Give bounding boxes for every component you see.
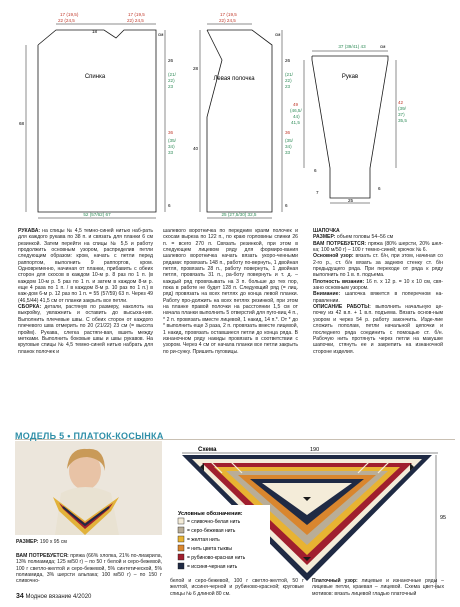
sleeve-unit: см [380,44,386,49]
front-right-a: 26 [285,58,291,63]
front-right-d: 23 [285,84,291,89]
col3-paragraph [313,279,443,292]
paragraph-body: на спицы № 4,5 темно-синей нитью наб-рать для каждого рукава по 38 п. и связать для планки 6 см резинкой. Затем перейти на спицы № 5,5 и работу продолжить основным узором, распределив петли следующим образом: кром, начать с петли перед раппортом, выполнить 9 раппортов, кром. Одновременно, начиная от планки, прибавить с обеих сторон для скосов в каждом 10-м р. 8 раз по 1 п. (в каждом 10-м р. 5 раз по 1 п. и затем в каждом 8-м р. еще 4 раза по 1 п. / в каждом 8-м р. 10 раз по 1 п.) в каж-дом 6-м р. 12 раз по 1 п. = 55 (57/59) 63 п. Через 49 (46,5/44) 41,5 см от планки закрыть все петли. [18,228,153,304]
legend-swatch [178,536,184,542]
paragraph-body: выполнить начальную це-почку из 42 в.п. + 1 в.п. подъема. Вязать основ-ным узором и через 54 р. работу закончить. Изде-лие сложить пополам, петли начальной цепочки и последнего ряда соединить с помощью ст. б/н. Рабочую нить протянуть через петли на макушке шапочки, стянуть ее и закрепить на изнаночной стороне изделия. [313,304,443,355]
front-left-b: 40 [193,146,199,151]
back-right-h: 33 [168,150,174,155]
back-height: 68 [19,121,25,126]
back-bottom: 52 (57/62) 67 [83,212,111,217]
page-number: 34 [16,593,24,600]
paragraph-body: пряжа (80% шерсти, 20% шел-ка; 100 м/50 г) – 100 г темно-синей; крючок № 6. [313,240,443,254]
front-right-e: 36 [285,130,291,135]
back-top-left: 17 (19,5) [60,12,79,17]
sleeve-right-d: 35,5 [398,118,407,123]
back-right-f: (35/ [168,138,176,143]
sleeve-right-c: 37) [398,112,405,117]
back-top-right2: 22) 24,5 [127,18,144,23]
col3-paragraph [313,291,443,304]
col3-paragraph [313,253,443,278]
paragraph-lead: РАЗМЕР: [313,234,336,241]
diagram-title: Схема [198,447,217,453]
magazine-title: Модное вязание 4/2020 [25,594,92,600]
paragraph-lead: РУКАВА: [18,228,41,234]
back-top-left2: 22 (24,5 [58,18,75,23]
legend-label: = желтая нить [187,537,220,543]
sleeve-right-b: (39/ [398,106,406,111]
front-schematic [200,24,282,218]
garment-schematics [0,0,460,222]
model-col3-lead: Платочный узор: [312,578,358,584]
legend-swatch [178,554,184,560]
back-right-c: 22) [168,78,175,83]
paragraph-body: шапочка вяжется в поперечном на-правлении. [313,291,443,304]
back-right-d: 23 [168,84,174,89]
sleeve-left-c: 44) [293,114,300,119]
model-size-lead: РАЗМЕР: [16,539,39,545]
legend-swatch [178,563,184,569]
paragraph-body: детали, растянув по размеру, наколоть на выкройку, увлажнить и оставить до высыха-ния. Выполнить плечевые швы. С обеих сторон от каждого плечевого шва отмерить по 20 (21/22) 23 см (= высота пройм). Рукава, слегка растяги-вая, вшить между метками. Выполнить боковые швы и швы рукавов. На круговые спицы № 4,5 темно-синей нитью набрать для планок полочек и [18,304,153,355]
back-schematic [26,24,165,218]
front-label [213,76,255,82]
legend-label: = рубиново-красная нить [187,555,246,561]
back-top-mid: 18 [92,29,98,34]
back-right-a: 26 [168,58,174,63]
paragraph-body: объем головы 54–56 см [335,234,394,241]
model-pattern-note [312,578,444,597]
sleeve-bottom-d: 7 [316,190,319,195]
back-label: Спинка [84,74,106,80]
front-right-h: 33 [285,150,291,155]
col3-paragraph [313,304,443,355]
model-col2-bottom: белой и серо-бежевой, 100 г светло-желтой, 50 г желтой, иссиня-черной и рубиново-красной; круговые спицы № 6 длиной 80 см. [170,578,304,597]
paragraph-lead: Внимание: [313,291,341,298]
back-right-e: 36 [168,130,174,135]
model-need-lead: ВАМ ПОТРЕБУЕТСЯ: [16,553,69,559]
sleeve-left-a: 49 [293,102,299,107]
front-top-a: 17 (19,5 [220,12,237,17]
front-unit: см [275,32,281,37]
front-right-i: 6 [285,203,288,208]
sleeve-left-d: 41,5 [291,120,300,125]
col1-paragraph [18,304,153,355]
instructions-column-2 [163,228,298,418]
paragraph-lead: ОПИСАНИЕ РАБОТЫ: [313,304,371,311]
model-col3-body: лицевые и изнаночные ряды – лицевые петли, краевая – лицевой. Схема цвет-ных мотивов: вязать лицевой гладью платочный [312,578,444,597]
back-top-right: 17 (19,5 [128,12,145,17]
front-bottom: 25 (27,5/30) 32,5 [221,212,257,217]
model-need-body: пряжа (66% хлопка, 21% по-лиакрила, 13% полиамида; 125 м/50 г) – по 50 г белой и серо-бежевой, 100 г светло-желтой и серо-бежевой, 5% синтетической, 5% полиамида, 3% шерсти альпака; 100 м/50 г) – по 150 г сливочно- [16,553,162,585]
sleeve-right-a: 42 [398,100,404,105]
legend-swatch [178,545,184,551]
paragraph-body: шалевого воротничка по передним краям полочек и скосам выреза по 122 п., по краю горловины спинки 26 п. = всего 270 п. Связать резинкой, при этом в следующем лицевом ряду для формиро-вания шалевого воротничка начать вязать укоро-ченными рядами: провязать 148 п., работу по-вернуть, 1 двойная петля, провязать 28 п., работу повернуть, 1 двойная петля, провязать 31 п., ра-боту повернуть и т. д. – каждый ряд провязывать на 3 п. больше до тех пор, пока в работе не будет 128 п. Следующий ряд (= лиц. ряд) провязать на всех петлях до конца левой планки. Работу про-должить на всех петлях резинкой, при этом на планке правой полочки на расстоянии 1,5 см от начала планки выполнить 5 отверстий для пуго-виц 4 п., * 2 п. провязать вместе лицевой, 1 накид, 14 п.*. От * до * выполнить еще 3 раза, 2 п. провязать вместе лицевой, 1 накид, провязать оставшиеся петли до конца ряда. В изнаночном ряду накиды провязать в соответствии с узором. Через 4 см от начала планки все петли закрыть по ри-сунку. Пришить пуговицы. [163,228,298,355]
paragraph-lead: СБОРКА: [18,304,42,311]
instructions-column-1 [18,228,153,418]
back-right-i: 6 [168,203,171,208]
page-footer [16,593,91,600]
legend-label: = иссиня-черная нить [187,564,238,570]
legend-swatch [178,527,184,533]
legend-label: = нить цвета тыквы [187,546,232,552]
sleeve-label: Рукав [341,74,359,80]
diagram-width-label: 190 [310,447,320,453]
sleeve-bottom-a: 6 [314,168,317,173]
paragraph-body: 16 п. x 12 р. = 10 x 10 см, свя-зано основным узором. [313,278,443,292]
instructions-column-3 [313,228,443,418]
legend-swatch [178,518,184,524]
paragraph-lead: ВАМ ПОТРЕБУЕТСЯ: [313,240,367,247]
front-right-b: (21/ [285,72,293,77]
sleeve-bottom-c: 6 [378,186,381,191]
paragraph-lead: Основной узор: [313,253,354,260]
front-right-f: (35/ [285,138,293,143]
col1-paragraph [18,228,153,304]
front-left-a: 28 [193,66,199,71]
sleeve-bottom-b: 25 [348,198,354,203]
model-requirements [16,553,162,591]
paragraph-lead: ШАПОЧКА [313,228,340,234]
legend-title: Условные обозначения: [178,511,243,517]
front-label-text: Левая полочка [213,76,255,82]
model-size-body: 190 x 95 см [38,539,67,545]
back-unit: см [158,32,164,37]
back-right-g: 34) [168,144,175,149]
front-right-g: 34) [285,144,292,149]
legend-label: = серо-бежевая нить [187,528,236,534]
sleeve-top: 37 (39/41) 43 [338,44,366,49]
paragraph-body: вязать ст. б/н, при этом, начиная со 2-го р., ст. б/н вязать за заднюю стенку ст. б/н предыдущего ряда. При переходе от ряда к ряду выполнить по 1 в. п. подъема. [313,253,443,279]
back-right-b: (21/ [168,72,176,77]
model-requirements-cont [170,578,304,597]
diagram-height-label: 95 [440,515,447,521]
col2-paragraph [163,228,298,355]
col3-paragraph [313,241,443,254]
model-heading: МОДЕЛЬ 5 • ПЛАТОК-КОСЫНКА [15,431,164,441]
shawl-diagram [170,441,457,591]
paragraph-lead: Плотность вязания: [313,278,365,285]
sleeve-left-b: (46,5/ [290,108,302,113]
front-top-b: 22) 24,5 [219,18,236,23]
model-size [16,539,162,547]
legend-label: = сливочно-белая нить [187,519,241,525]
model-heading-bar [15,426,455,440]
front-right-c: 22) [285,78,292,83]
model-photo [15,441,162,535]
model-photo-illustration [15,441,162,535]
